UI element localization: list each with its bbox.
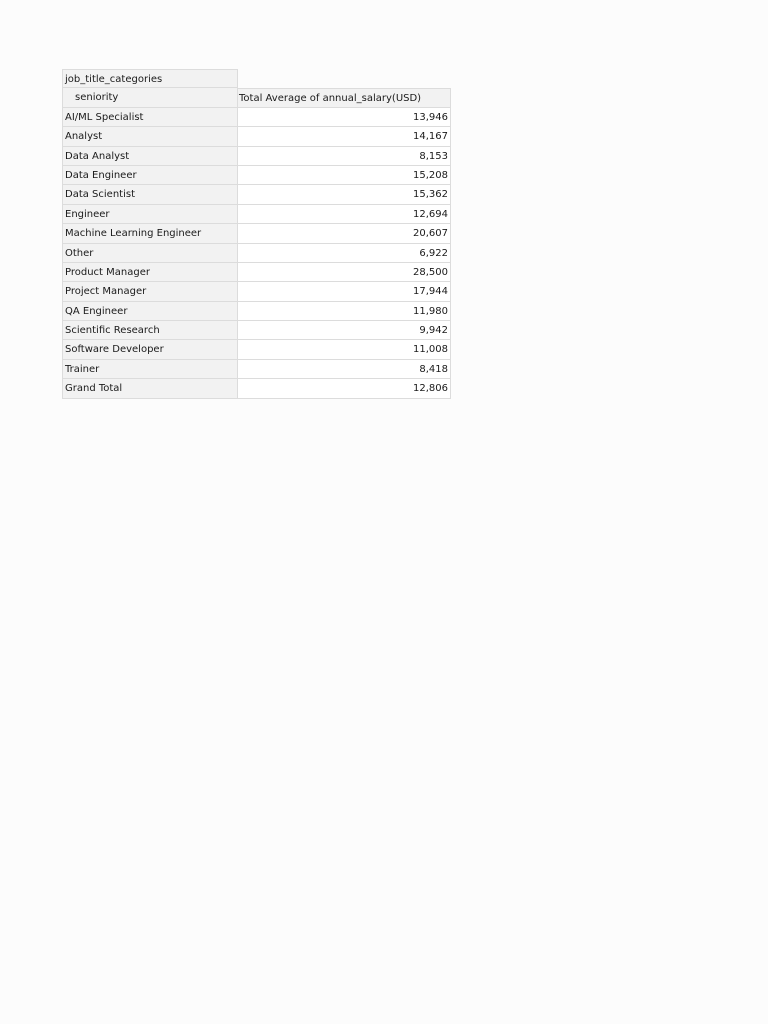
row-value[interactable]: 8,418 [238,360,451,379]
pivot-column-header-row [62,88,451,107]
row-field-header[interactable]: job_title_categories [62,69,238,88]
row-label[interactable]: Product Manager [62,263,238,282]
row-value[interactable]: 6,922 [238,244,451,263]
row-value[interactable]: 15,208 [238,166,451,185]
row-label[interactable]: Data Engineer [62,166,238,185]
row-value[interactable]: 17,944 [238,282,451,301]
grand-total-row [62,379,451,398]
row-value[interactable]: 9,942 [238,321,451,340]
table-row [62,244,451,263]
table-row [62,166,451,185]
row-label[interactable]: Project Manager [62,282,238,301]
pivot-field-header-row [62,69,451,88]
row-value[interactable]: 13,946 [238,108,451,127]
table-row [62,263,451,282]
row-label[interactable]: AI/ML Specialist [62,108,238,127]
row-value[interactable]: 11,008 [238,340,451,359]
row-label[interactable]: QA Engineer [62,302,238,321]
row-label[interactable]: Machine Learning Engineer [62,224,238,243]
row-label[interactable]: Data Analyst [62,147,238,166]
grand-total-value[interactable]: 12,806 [238,379,451,398]
grand-total-label[interactable]: Grand Total [62,379,238,398]
table-row [62,127,451,146]
row-value[interactable]: 8,153 [238,147,451,166]
row-label[interactable]: Trainer [62,360,238,379]
table-row [62,340,451,359]
table-row [62,147,451,166]
row-value[interactable]: 15,362 [238,185,451,204]
row-value[interactable]: 20,607 [238,224,451,243]
row-value[interactable]: 14,167 [238,127,451,146]
table-row [62,185,451,204]
pivot-table [62,69,451,399]
table-row [62,282,451,301]
value-field-header[interactable]: Total Average of annual_salary(USD) [238,88,451,107]
row-value[interactable]: 11,980 [238,302,451,321]
table-row [62,360,451,379]
table-row [62,108,451,127]
blank-header-cell [238,69,451,88]
row-label[interactable]: Engineer [62,205,238,224]
table-row [62,302,451,321]
row-label[interactable]: Analyst [62,127,238,146]
row-value[interactable]: 28,500 [238,263,451,282]
row-label[interactable]: Software Developer [62,340,238,359]
row-value[interactable]: 12,694 [238,205,451,224]
row-label[interactable]: Other [62,244,238,263]
table-row [62,321,451,340]
sub-field-header[interactable]: seniority [62,88,238,107]
row-label[interactable]: Scientific Research [62,321,238,340]
table-row [62,205,451,224]
row-label[interactable]: Data Scientist [62,185,238,204]
table-row [62,224,451,243]
